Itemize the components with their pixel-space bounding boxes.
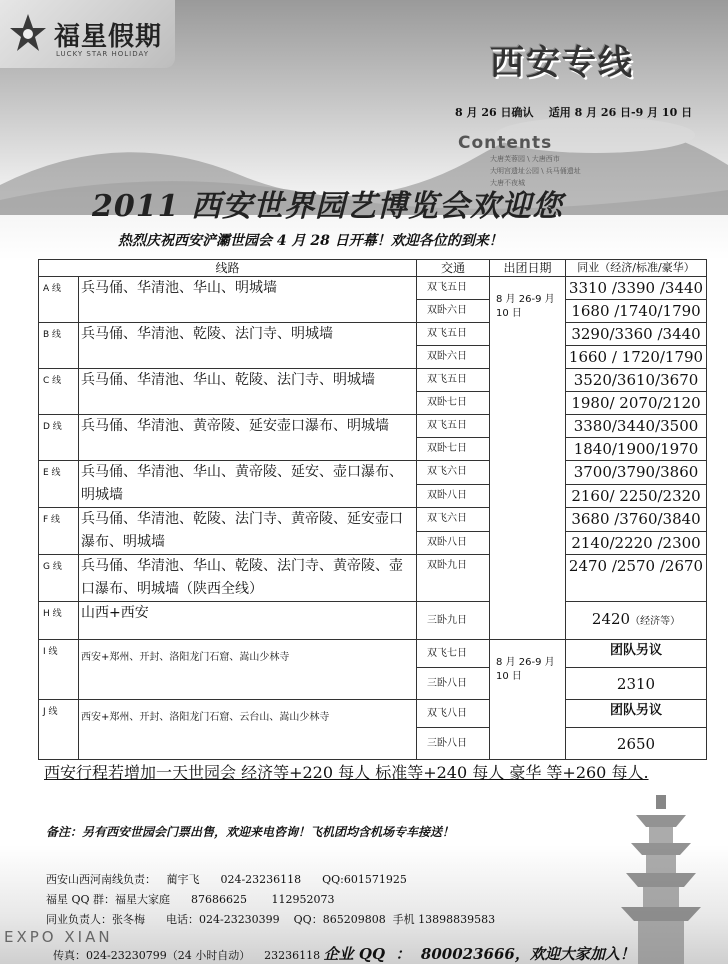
line-id: A 线 <box>39 277 79 323</box>
line-id: C 线 <box>39 369 79 415</box>
brand-name: 福星假期 <box>54 22 163 52</box>
price-value: 2420 <box>591 610 631 628</box>
line-description: 兵马俑、华清池、乾陵、法门寺、明城墙 <box>79 323 417 369</box>
table-row <box>39 277 707 300</box>
brand-logo <box>0 0 175 68</box>
line-description: 兵马俑、华清池、华山、黄帝陵、延安、壶口瀑布、明城墙 <box>79 461 417 508</box>
line-description: 西安+郑州、开封、洛阳龙门石窟、嵩山少林寺 <box>79 640 417 700</box>
enterprise-qq: 企业 QQ ： 800023666，欢迎大家加入！ <box>323 945 635 963</box>
traffic-cell: 双飞五日 <box>417 323 490 346</box>
route-price-table <box>38 259 707 760</box>
price-class-note: （经济等） <box>630 616 681 627</box>
table-row <box>39 640 707 668</box>
line-id: J 线 <box>39 700 79 760</box>
traffic-cell: 双飞五日 <box>417 369 490 392</box>
table-row <box>39 602 707 640</box>
traffic-cell: 双卧八日 <box>417 531 490 555</box>
table-row <box>39 461 707 485</box>
table-row <box>39 700 707 728</box>
line-description: 兵马俑、华清池、华山、乾陵、法门寺、黄帝陵、壶口瀑布、明城墙（陕西全线） <box>79 555 417 602</box>
contact-trade-manager: 同业负责人：张冬梅 电话：024-23230399 QQ：865209808 手机 13898839583 <box>46 913 496 926</box>
contents-item: 大唐芙蓉园 \ 大唐西市 <box>490 155 560 163</box>
traffic-cell: 双卧七日 <box>417 392 490 415</box>
price-cell: 3290/3360 /3440 <box>566 323 707 346</box>
price-cell: 1980/ 2070/2120 <box>566 392 707 415</box>
price-cell: 2650 <box>566 728 707 760</box>
traffic-cell: 双卧七日 <box>417 438 490 461</box>
price-cell: 2470 /2570 /2670 <box>566 555 707 602</box>
price-cell: 2140/2220 /2300 <box>566 531 707 555</box>
line-description: 兵马俑、华清池、黄帝陵、延安壶口瀑布、明城墙 <box>79 415 417 461</box>
table-row <box>39 369 707 392</box>
price-cell <box>566 602 707 640</box>
contents-item: 大明宫遗址公园 \ 兵马俑遗址 <box>490 167 581 175</box>
traffic-cell: 双飞五日 <box>417 415 490 438</box>
price-cell: 1840/1900/1970 <box>566 438 707 461</box>
traffic-cell: 双飞六日 <box>417 461 490 485</box>
price-cell: 3700/3790/3860 <box>566 461 707 485</box>
price-cell: 3310 /3390 /3440 <box>566 277 707 300</box>
price-cell: 1660 / 1720/1790 <box>566 346 707 369</box>
confirm-date-text: 8 月 26 日确认 适用 8 月 26 日-9 月 10 日 <box>455 106 693 119</box>
traffic-cell: 三卧八日 <box>417 728 490 760</box>
header-route: 线路 <box>39 260 417 277</box>
main-title: 2011 西安世界园艺博览会欢迎您 <box>92 189 563 224</box>
traffic-cell: 双卧六日 <box>417 346 490 369</box>
departure-date: 8 月 26-9 月 10 日 <box>490 640 566 760</box>
price-cell: 1680 /1740/1790 <box>566 300 707 323</box>
traffic-cell: 双卧八日 <box>417 484 490 508</box>
remark-text: 备注：另有西安世园会门票出售，欢迎来电咨询！飞机团均含机场专车接送！ <box>46 825 455 839</box>
header-price: 同业（经济/标准/豪华） <box>566 260 707 277</box>
line-description: 兵马俑、华清池、华山、明城墙 <box>79 277 417 323</box>
line-description: 山西+西安 <box>79 602 417 640</box>
departure-date: 8 月 26-9 月 10 日 <box>490 277 566 640</box>
line-id: D 线 <box>39 415 79 461</box>
traffic-cell: 双卧六日 <box>417 300 490 323</box>
price-cell: 3520/3610/3670 <box>566 369 707 392</box>
table-row <box>39 415 707 438</box>
header-traffic: 交通 <box>417 260 490 277</box>
line-id: F 线 <box>39 508 79 555</box>
traffic-cell: 三卧八日 <box>417 668 490 700</box>
price-cell: 2160/ 2250/2320 <box>566 484 707 508</box>
line-id: I 线 <box>39 640 79 700</box>
line-id: B 线 <box>39 323 79 369</box>
traffic-cell: 双飞七日 <box>417 640 490 668</box>
line-description: 兵马俑、华清池、乾陵、法门寺、黄帝陵、延安壶口瀑布、明城墙 <box>79 508 417 555</box>
line-description: 兵马俑、华清池、华山、乾陵、法门寺、明城墙 <box>79 369 417 415</box>
expo-watermark: EXPO XIAN <box>4 928 113 946</box>
table-row <box>39 555 707 602</box>
contents-heading: Contents <box>458 133 553 153</box>
fax-text: 传真：024-23230799（24 小时自动） 23236118 <box>53 949 324 962</box>
traffic-cell: 双卧九日 <box>417 555 490 602</box>
contact-fax <box>46 930 635 964</box>
contact-qq-group: 福星 QQ 群：福星大家庭 87686625 112952073 <box>46 893 335 906</box>
price-cell: 团队另议 <box>566 640 707 668</box>
traffic-cell: 双飞八日 <box>417 700 490 728</box>
header-date: 出团日期 <box>490 260 566 277</box>
price-cell: 3380/3440/3500 <box>566 415 707 438</box>
star-logo-icon <box>8 10 48 54</box>
traffic-cell: 双飞六日 <box>417 508 490 532</box>
traffic-cell: 三卧九日 <box>417 602 490 640</box>
price-cell: 团队另议 <box>566 700 707 728</box>
table-header-row <box>39 260 707 277</box>
contact-line-xian: 西安山西河南线负责： 蔺宇飞 024-23236118 QQ:601571925 <box>46 873 407 886</box>
line-id: H 线 <box>39 602 79 640</box>
route-title: 西安专线 <box>490 43 634 83</box>
line-description: 西安+郑州、开封、洛阳龙门石窟、云台山、嵩山少林寺 <box>79 700 417 760</box>
extra-day-note: 西安行程若增加一天世园会 经济等+220 每人 标准等+240 每人 豪华 等+260 每人. <box>44 763 649 782</box>
price-cell: 2310 <box>566 668 707 700</box>
table-row <box>39 323 707 346</box>
traffic-cell: 双飞五日 <box>417 277 490 300</box>
line-id: G 线 <box>39 555 79 602</box>
brand-subtitle: LUCKY STAR HOLIDAY <box>56 50 149 58</box>
subtitle: 热烈庆祝西安浐灞世园会 4 月 28 日开幕！欢迎各位的到来！ <box>118 233 503 249</box>
table-row <box>39 508 707 532</box>
price-cell: 3680 /3760/3840 <box>566 508 707 532</box>
line-id: E 线 <box>39 461 79 508</box>
contents-item: 大唐不夜城 <box>490 179 525 187</box>
